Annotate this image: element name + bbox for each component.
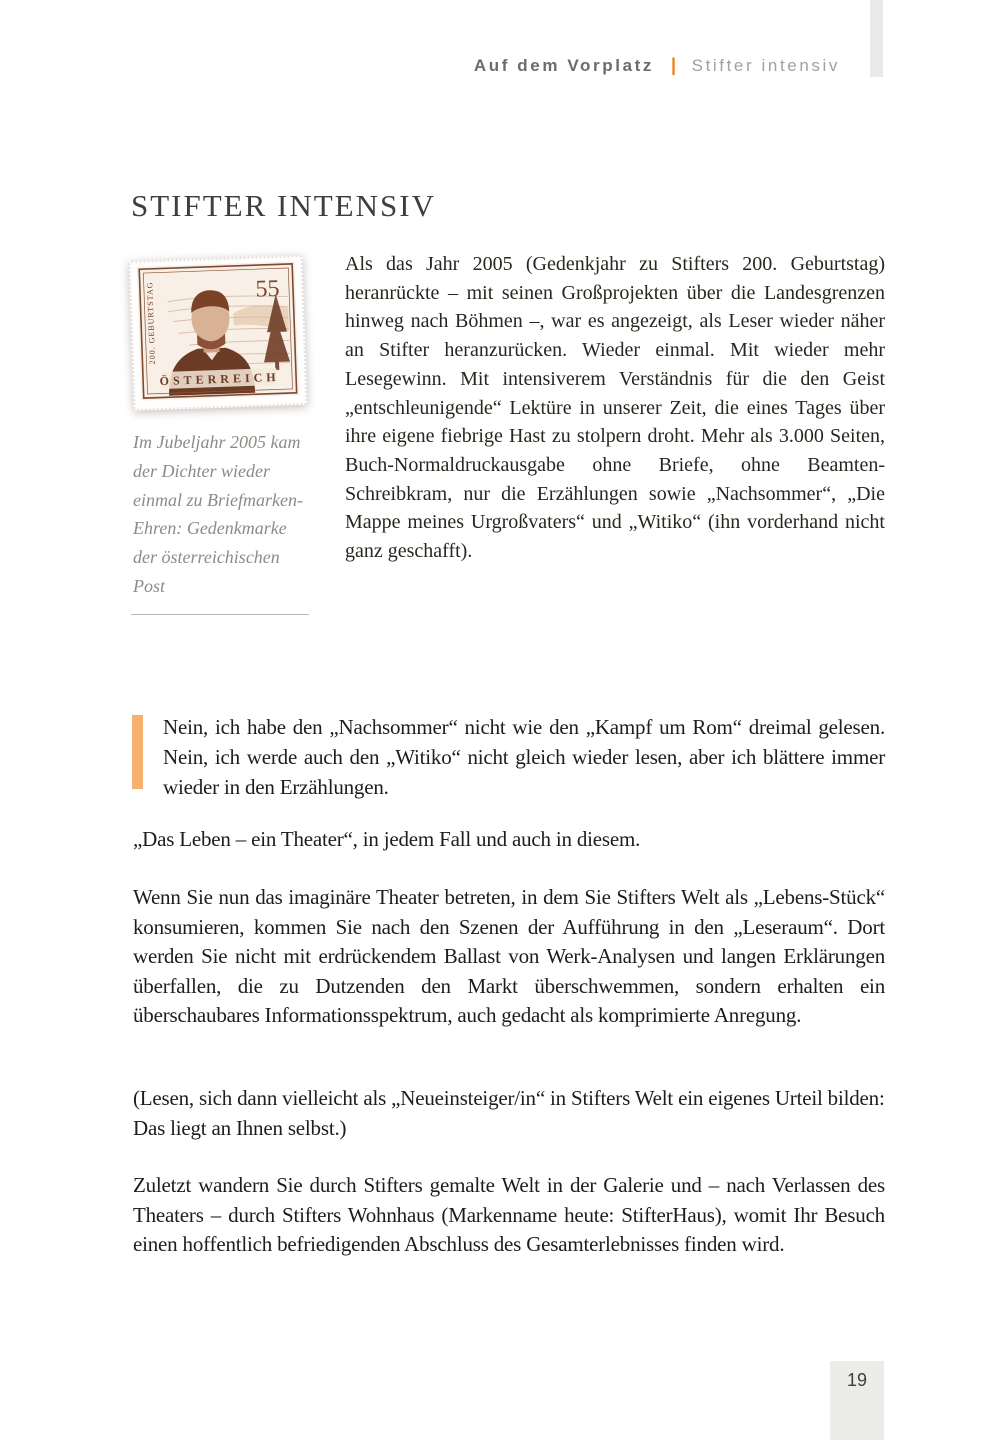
paragraph-wenn-sie: Wenn Sie nun das imaginäre Theater betreten, in dem Sie Stifters Welt als „Lebens-Stück“ konsumieren, kommen Sie nach den Szenen der Aufführung in den „Leseraum“. Dort werden Sie nicht mit erdrückendem Ballast von Werk-Analysen und langen Erklärungen überfallen, die zu Dutzenden den Markt überschwemmen, sondern erhalten ein überschaubares Informationsspektrum, auch gedacht als komprimierte Anregung. — [133, 885, 885, 1028]
page-number-box — [830, 1361, 884, 1440]
page-title: STIFTER INTENSIV — [131, 188, 436, 223]
running-header-chapter: Stifter intensiv — [691, 55, 840, 75]
stamp-side-text: 200. GEBURTSTAG — [145, 281, 158, 365]
stamp-caption: Im Jubeljahr 2005 kam der Dichter wieder einmal zu Briefmarken-Ehren: Gedenkmarke der österreichischen Post — [133, 432, 303, 596]
pull-quote — [132, 712, 885, 802]
paragraph-theater: „Das Leben – ein Theater“, in jedem Fall und auch in diesem. — [133, 827, 641, 851]
running-header-section: Auf dem Vorplatz — [473, 55, 654, 75]
intro-paragraph: Als das Jahr 2005 (Gedenkjahr zu Stifters 200. Geburtstag) heranrückte – mit seinen Großprojekten über die Landesgrenzen hinweg nach Böhmen –, war es angezeigt, als Leser wieder näher an Stifter heranzurücken. Wieder einmal. Mit wieder mehr Lesegewinn. Mit intensiverem Verständnis für die den Geist „entschleunigende“ Lektüre in unserer Zeit, die eines Tages über ihre eigene fiebrige Hast zu stolpern droht. Mehr als 3.000 Seiten, Buch-Normaldruckausgabe ohne Briefe, ohne Beamten-Schreibkram, nur die Erzählungen sowie „Nachsommer“, „Die Mappe meines Urgroßvaters“ und „Witiko“ (ihn vorderhand nicht ganz geschafft). — [345, 253, 885, 563]
stamp-image — [128, 255, 307, 411]
paragraph-zuletzt: Zuletzt wandern Sie durch Stifters gemalte Welt in der Galerie und – nach Verlassen des Theaters – durch Stifters Wohnhaus (Markenname heute: StifterHaus), womit Ihr Besuch einen hoffentlich befriedigenden Abschluss des Gesamterlebnisses finden wird. — [133, 1173, 885, 1257]
running-header — [0, 55, 840, 76]
paragraph-lesen: (Lesen, sich dann vielleicht als „Neueinsteiger/in“ in Stifters Welt ein eigenes Urteil bilden: Das liegt an Ihnen selbst.) — [133, 1086, 885, 1140]
page-edge-bar — [870, 0, 883, 77]
stamp-figure — [131, 258, 311, 615]
stamp-denomination: 55 — [255, 275, 280, 303]
caption-divider — [131, 614, 309, 615]
header-separator: | — [670, 55, 679, 75]
quote-text: Nein, ich habe den „Nachsommer“ nicht wie den „Kampf um Rom“ dreimal gelesen. Nein, ich werde auch den „Witiko“ nicht gleich wieder lesen, aber ich blättere immer wieder in den Erzählungen. — [163, 715, 885, 799]
stamp-country: ÖSTERREICH — [159, 369, 280, 389]
quote-accent-bar — [132, 715, 143, 789]
stamp-illustration — [137, 261, 300, 400]
page-number: 19 — [846, 1370, 868, 1390]
